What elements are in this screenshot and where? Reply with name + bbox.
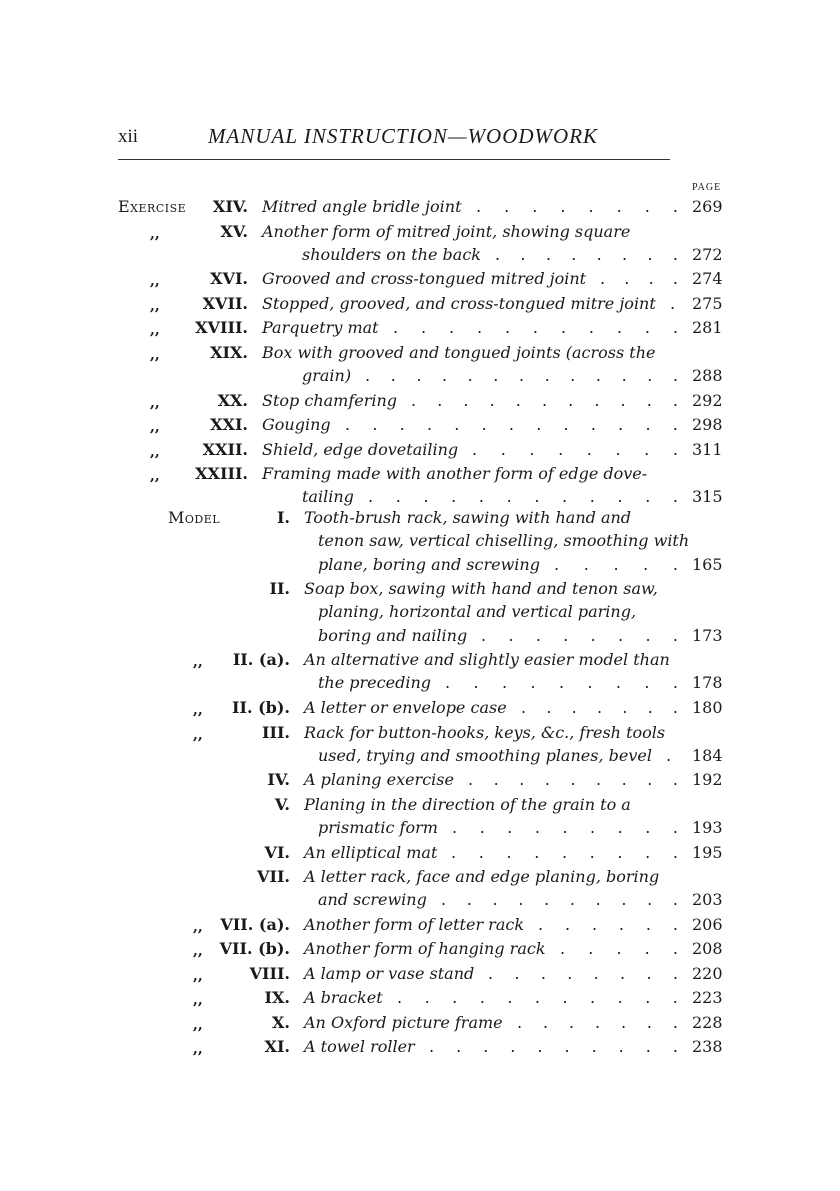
exercise-entry bbox=[0, 463, 840, 510]
model-entry bbox=[0, 1012, 840, 1035]
model-label: Model bbox=[168, 508, 221, 527]
model-number: IX. bbox=[264, 988, 290, 1008]
dot-leader: . . . . . . bbox=[538, 914, 678, 934]
entry-title-line: Tooth-brush rack, sawing with hand and bbox=[304, 508, 632, 527]
page-ref: 288 bbox=[692, 366, 723, 386]
ditto-mark: ,, bbox=[150, 273, 160, 290]
page-ref: 173 bbox=[692, 625, 723, 645]
entry-title-line: A towel roller bbox=[304, 1037, 415, 1057]
dot-leader: . . . . . . . . bbox=[476, 197, 678, 216]
entry-title-line: planing, horizontal and vertical paring, bbox=[318, 602, 637, 622]
exercise-number: XVIII. bbox=[195, 318, 248, 338]
entry-title-line: Another form of hanging rack bbox=[304, 939, 546, 959]
dot-leader: . . . . . . . . bbox=[495, 244, 678, 264]
exercise-entry bbox=[0, 268, 840, 291]
model-entry bbox=[0, 842, 840, 865]
dot-leader: . . . . . . . . . . . . bbox=[368, 487, 678, 507]
ditto-mark: ,, bbox=[193, 918, 203, 935]
dot-leader: . . . . . . . . . . . . . bbox=[365, 365, 678, 385]
model-number: VIII. bbox=[249, 963, 290, 983]
exercise-number: XV. bbox=[220, 221, 248, 241]
ditto-mark: ,, bbox=[150, 394, 160, 411]
page-ref: 223 bbox=[692, 988, 723, 1008]
ditto-mark: ,, bbox=[150, 225, 160, 242]
exercise-number: XX. bbox=[217, 390, 248, 410]
dot-leader: . . . . . . . . . . bbox=[441, 890, 678, 910]
ditto-mark: ,, bbox=[193, 726, 203, 743]
page-column-label: PAGE bbox=[692, 182, 722, 193]
exercise-number: XIV. bbox=[212, 197, 248, 216]
ditto-mark: ,, bbox=[150, 346, 160, 363]
dot-leader: . . . . . . . . . . bbox=[429, 1037, 678, 1057]
page-ref: 208 bbox=[692, 939, 723, 959]
ditto-mark: ,, bbox=[193, 654, 203, 671]
page-ref: 272 bbox=[692, 244, 723, 264]
entry-title-line: Shield, edge dovetailing bbox=[262, 439, 459, 459]
model-entry bbox=[0, 914, 840, 937]
header-rule bbox=[118, 159, 670, 160]
model-entry bbox=[0, 649, 840, 696]
dot-leader: . . . . . . . . . bbox=[452, 817, 678, 837]
entry-title-line: Another form of mitred joint, showing square bbox=[262, 221, 631, 241]
entry-title-line: plane, boring and screwing bbox=[318, 554, 540, 574]
model-entry bbox=[0, 507, 840, 577]
model-number: I. bbox=[276, 508, 290, 527]
model-entry bbox=[0, 963, 840, 986]
page-ref: 238 bbox=[692, 1037, 723, 1057]
ditto-mark: ,, bbox=[193, 1041, 203, 1058]
ditto-mark: ,, bbox=[193, 992, 203, 1009]
model-number: VI. bbox=[264, 842, 290, 862]
dot-leader: . . . . . . . . . . . bbox=[411, 390, 678, 410]
page-number: xii bbox=[118, 126, 139, 147]
exercise-entry bbox=[0, 317, 840, 340]
entry-title-line: Box with grooved and tongued joints (across the bbox=[262, 342, 656, 362]
page-ref: 220 bbox=[692, 963, 723, 983]
entry-title-line: Framing made with another form of edge dove- bbox=[262, 464, 648, 484]
entry-title-line: grain) bbox=[302, 366, 352, 386]
model-number: X. bbox=[272, 1012, 290, 1032]
exercise-entry bbox=[0, 221, 840, 268]
ditto-mark: ,, bbox=[150, 297, 160, 314]
exercise-entry bbox=[0, 293, 840, 316]
model-number: II. (a). bbox=[232, 650, 290, 670]
page-ref: 269 bbox=[692, 197, 723, 216]
ditto-mark: ,, bbox=[150, 468, 160, 485]
entry-title-line: A letter rack, face and edge planing, boring bbox=[304, 867, 660, 887]
exercise-number: XVI. bbox=[210, 269, 248, 289]
exercise-number: XXI. bbox=[210, 415, 248, 435]
page-ref: 180 bbox=[692, 698, 723, 717]
model-entry bbox=[0, 938, 840, 961]
dot-leader: . . . . . bbox=[560, 939, 678, 959]
model-number: VII. (a). bbox=[220, 914, 290, 934]
exercise-entry bbox=[0, 342, 840, 389]
ditto-mark: ,, bbox=[150, 322, 160, 339]
ditto-mark: ,, bbox=[193, 967, 203, 984]
entry-title-line: boring and nailing bbox=[318, 625, 468, 645]
page-ref: 275 bbox=[692, 293, 723, 313]
entry-title-line: A letter or envelope case bbox=[304, 698, 507, 717]
ditto-mark: ,, bbox=[193, 1016, 203, 1033]
model-entry bbox=[0, 578, 840, 648]
model-number: V. bbox=[274, 794, 290, 814]
dot-leader: . . . . . . . bbox=[517, 1012, 678, 1032]
entry-title-line: A lamp or vase stand bbox=[304, 963, 475, 983]
page-ref: 193 bbox=[692, 818, 723, 838]
exercise-entry bbox=[0, 439, 840, 462]
entry-title-line: the preceding bbox=[318, 673, 431, 693]
entry-title-line: An alternative and slightly easier model than bbox=[304, 650, 670, 670]
entry-title-line: tenon saw, vertical chiselling, smoothing with bbox=[318, 531, 690, 551]
dot-leader: . bbox=[670, 293, 676, 313]
dot-leader: . . . . . . . . bbox=[481, 626, 678, 646]
dot-leader: . . . . . bbox=[554, 555, 678, 574]
page-ref: 228 bbox=[692, 1012, 723, 1032]
page-ref: 206 bbox=[692, 914, 723, 934]
page-ref: 311 bbox=[692, 439, 723, 459]
page-ref: 315 bbox=[692, 487, 723, 507]
entry-title-line: used, trying and smoothing planes, bevel bbox=[318, 745, 652, 765]
exercise-entry bbox=[0, 390, 840, 413]
entry-title-line: Soap box, sawing with hand and tenon saw, bbox=[304, 579, 658, 599]
entry-title-line: Rack for button-hooks, keys, &c., fresh tools bbox=[304, 722, 666, 742]
entry-title-line: shoulders on the back bbox=[302, 244, 481, 264]
entry-title-line: Another form of letter rack bbox=[304, 914, 525, 934]
dot-leader: . . . . . . . . . . . bbox=[397, 988, 678, 1008]
exercise-number: XVII. bbox=[202, 293, 248, 313]
page-ref: 184 bbox=[692, 745, 723, 765]
exercise-number: XXIII. bbox=[195, 464, 248, 484]
entry-title-line: tailing bbox=[302, 487, 354, 507]
entry-title-line: prismatic form bbox=[318, 818, 438, 838]
model-entry bbox=[0, 697, 840, 720]
model-entry bbox=[0, 987, 840, 1010]
entry-title-line: Parquetry mat bbox=[262, 318, 379, 338]
dot-leader: . bbox=[666, 745, 672, 765]
model-number: VII. bbox=[257, 867, 290, 887]
page-ref: 192 bbox=[692, 770, 723, 790]
entry-title-line: Grooved and cross-tongued mitred joint bbox=[262, 269, 587, 289]
page-ref: 195 bbox=[692, 842, 723, 862]
page-ref: 203 bbox=[692, 890, 723, 910]
exercise-entry bbox=[0, 196, 840, 219]
entry-title-line: Planing in the direction of the grain to a bbox=[304, 794, 631, 814]
model-number: II. (b). bbox=[231, 698, 290, 717]
exercise-number: XXII. bbox=[202, 439, 248, 459]
dot-leader: . . . . . . . bbox=[521, 698, 678, 717]
page-ref: 298 bbox=[692, 415, 723, 435]
model-number: XI. bbox=[264, 1037, 290, 1057]
running-head bbox=[118, 122, 670, 152]
model-entry bbox=[0, 1036, 840, 1059]
exercise-label: Exercise bbox=[118, 197, 187, 216]
entry-title-line: Stopped, grooved, and cross-tongued mitre joint bbox=[262, 293, 656, 313]
model-entry bbox=[0, 769, 840, 792]
page-ref: 274 bbox=[692, 269, 723, 289]
entry-title-line: Stop chamfering bbox=[262, 390, 398, 410]
ditto-mark: ,, bbox=[193, 943, 203, 960]
entry-title-line: An elliptical mat bbox=[304, 842, 438, 862]
model-number: IV. bbox=[267, 770, 290, 790]
dot-leader: . . . . . . . . bbox=[488, 963, 678, 983]
book-title: MANUAL INSTRUCTION—WOODWORK bbox=[208, 124, 599, 148]
model-entry bbox=[0, 722, 840, 769]
page-ref: 281 bbox=[692, 318, 723, 338]
dot-leader: . . . . . . . . . bbox=[468, 770, 678, 790]
page-ref: 165 bbox=[692, 554, 723, 574]
dot-leader: . . . . bbox=[600, 269, 678, 289]
model-entry bbox=[0, 794, 840, 841]
entry-title-line: Mitred angle bridle joint bbox=[262, 197, 462, 216]
dot-leader: . . . . . . . . . . . . . bbox=[345, 415, 678, 435]
ditto-mark: ,, bbox=[150, 443, 160, 460]
model-number: VII. (b). bbox=[219, 939, 290, 959]
ditto-mark: ,, bbox=[150, 419, 160, 436]
entry-title-line: and screwing bbox=[318, 890, 427, 910]
exercise-entry bbox=[0, 414, 840, 437]
entry-title-line: A planing exercise bbox=[304, 770, 454, 790]
entry-title-line: An Oxford picture frame bbox=[304, 1012, 503, 1032]
model-number: II. bbox=[269, 579, 290, 599]
model-entry bbox=[0, 866, 840, 913]
model-number: III. bbox=[261, 722, 290, 742]
dot-leader: . . . . . . . . . bbox=[445, 673, 678, 693]
page-ref: 178 bbox=[692, 673, 723, 693]
dot-leader: . . . . . . . . . . . bbox=[393, 318, 678, 338]
dot-leader: . . . . . . . . bbox=[472, 439, 678, 459]
dot-leader: . . . . . . . . . bbox=[451, 842, 678, 862]
ditto-mark: ,, bbox=[193, 702, 203, 718]
entry-title-line: Gouging bbox=[262, 415, 331, 435]
entry-title-line: A bracket bbox=[304, 988, 383, 1008]
exercise-number: XIX. bbox=[210, 342, 248, 362]
page-ref: 292 bbox=[692, 390, 723, 410]
